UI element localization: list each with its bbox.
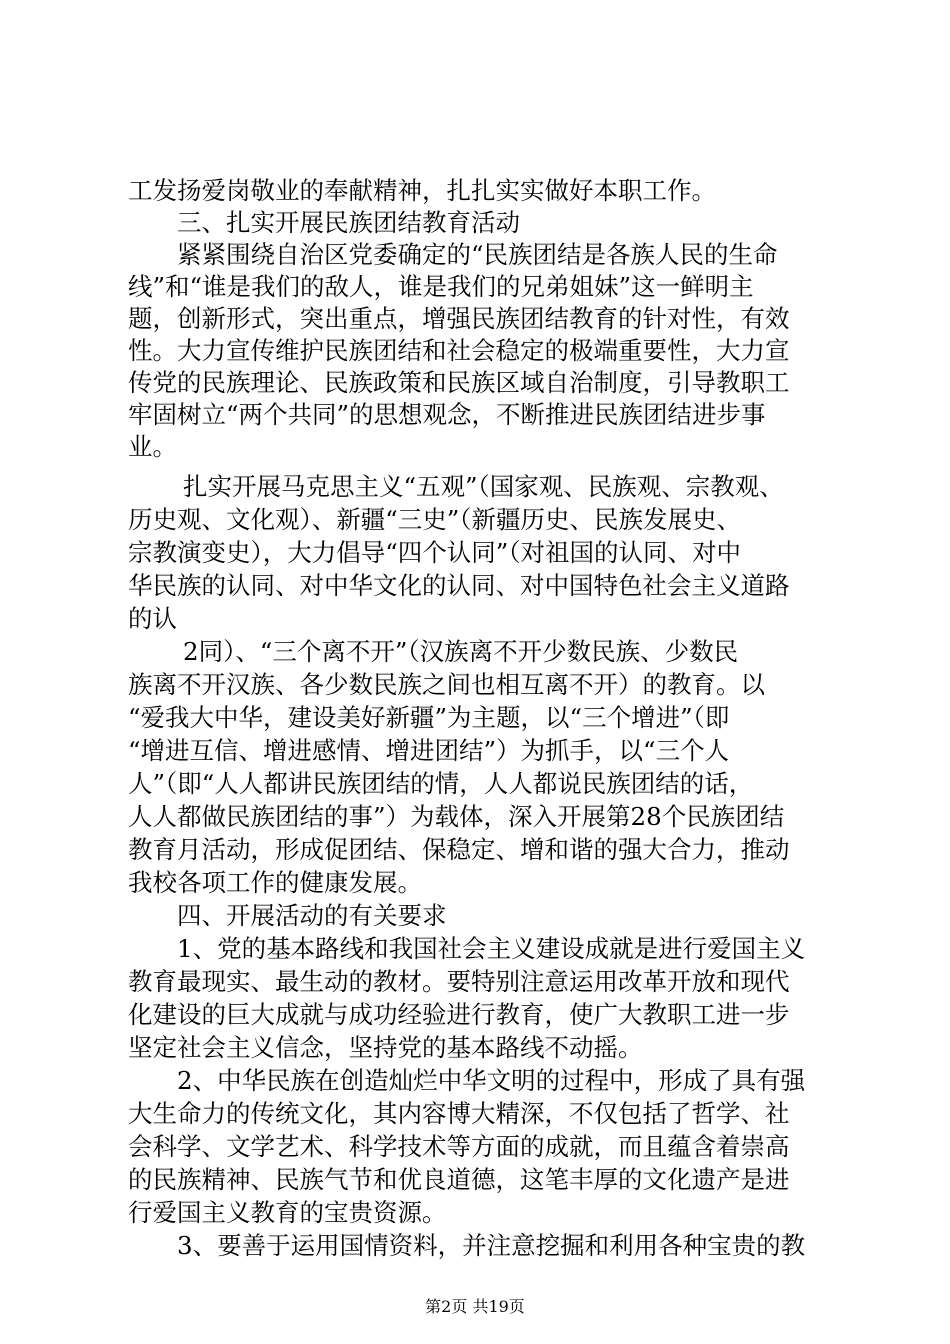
text-line: 人人都做民族团结的事”）为载体，深入开展第28个民族团结 [128,802,785,831]
text-line: 1、党的基本路线和我国社会主义建设成就是进行爱国主义 [177,934,806,963]
text-line: 牢固树立“两个共同”的思想观念，不断推进民族团结进步事 [128,400,766,429]
text-line: 题，创新形式，突出重点，增强民族团结教育的针对性，有效 [128,304,790,333]
text-line: 大生命力的传统文化，其内容博大精深，不仅包括了哲学、社 [128,1099,790,1128]
text-line: 2、中华民族在创造灿烂中华文明的过程中，形成了具有强 [177,1066,806,1095]
text-line: 3、要善于运用国情资料，并注意挖掘和利用各种宝贵的教 [177,1231,806,1260]
text-line: 线”和“谁是我们的敌人，谁是我们的兄弟姐妹”这一鲜明主 [128,272,754,301]
text-line: 行爱国主义教育的宝贵资源。 [128,1198,447,1227]
text-line: 业。 [128,432,177,461]
text-line: 性。大力宣传维护民族团结和社会稳定的极端重要性，大力宣 [128,336,790,365]
text-line: 华民族的认同、对中华文化的认同、对中国特色社会主义道路 [128,571,790,600]
text-line: 教育月活动，形成促团结、保稳定、增和谐的强大合力，推动 [128,835,790,864]
text-line: 的认 [128,604,177,633]
text-line: 化建设的巨大成就与成功经验进行教育，使广大教职工进一步 [128,1000,790,1029]
section-heading: 三、扎实开展民族团结教育活动 [177,208,520,237]
text-line: 工发扬爱岗敬业的奉献精神，扎扎实实做好本职工作。 [128,176,716,205]
page-footer: 第2页 共19页 [425,1297,525,1316]
section-heading: 四、开展活动的有关要求 [177,901,447,930]
text-line: 宗教演变史），大力倡导“四个认同”（对祖国的认同、对中 [128,538,742,567]
text-line: 传党的民族理论、民族政策和民族区域自治制度，引导教职工 [128,368,790,397]
text-line: 2同）、“三个离不开”（汉族离不开少数民族、少数民 [183,637,739,666]
text-line: 扎实开展马克思主义“五观”（国家观、民族观、宗教观、 [183,472,784,501]
text-line: “爱我大中华，建设美好新疆”为主题，以“三个增进”（即 [128,703,730,732]
text-line: 历史观、文化观）、新疆“三史”（新疆历史、民族发展史、 [128,505,742,534]
text-line: 紧紧围绕自治区党委确定的“民族团结是各族人民的生命 [177,240,778,269]
text-line: 族离不开汉族、各少数民族之间也相互离不开）的教育。以 [128,670,765,699]
text-line: 人”（即“人人都讲民族团结的情，人人都说民族团结的话， [128,769,754,798]
text-line: 坚定社会主义信念，坚持党的基本路线不动摇。 [128,1033,643,1062]
text-line: “增进互信、增进感情、增进团结”）为抓手，以“三个人 [128,736,730,765]
text-line: 会科学、文学艺术、科学技术等方面的成就，而且蕴含着崇高 [128,1132,790,1161]
text-line: 教育最现实、最生动的教材。要特别注意运用改革开放和现代 [128,967,790,996]
text-line: 的民族精神、民族气节和优良道德，这笔丰厚的文化遗产是进 [128,1165,790,1194]
text-line: 我校各项工作的健康发展。 [128,868,422,897]
